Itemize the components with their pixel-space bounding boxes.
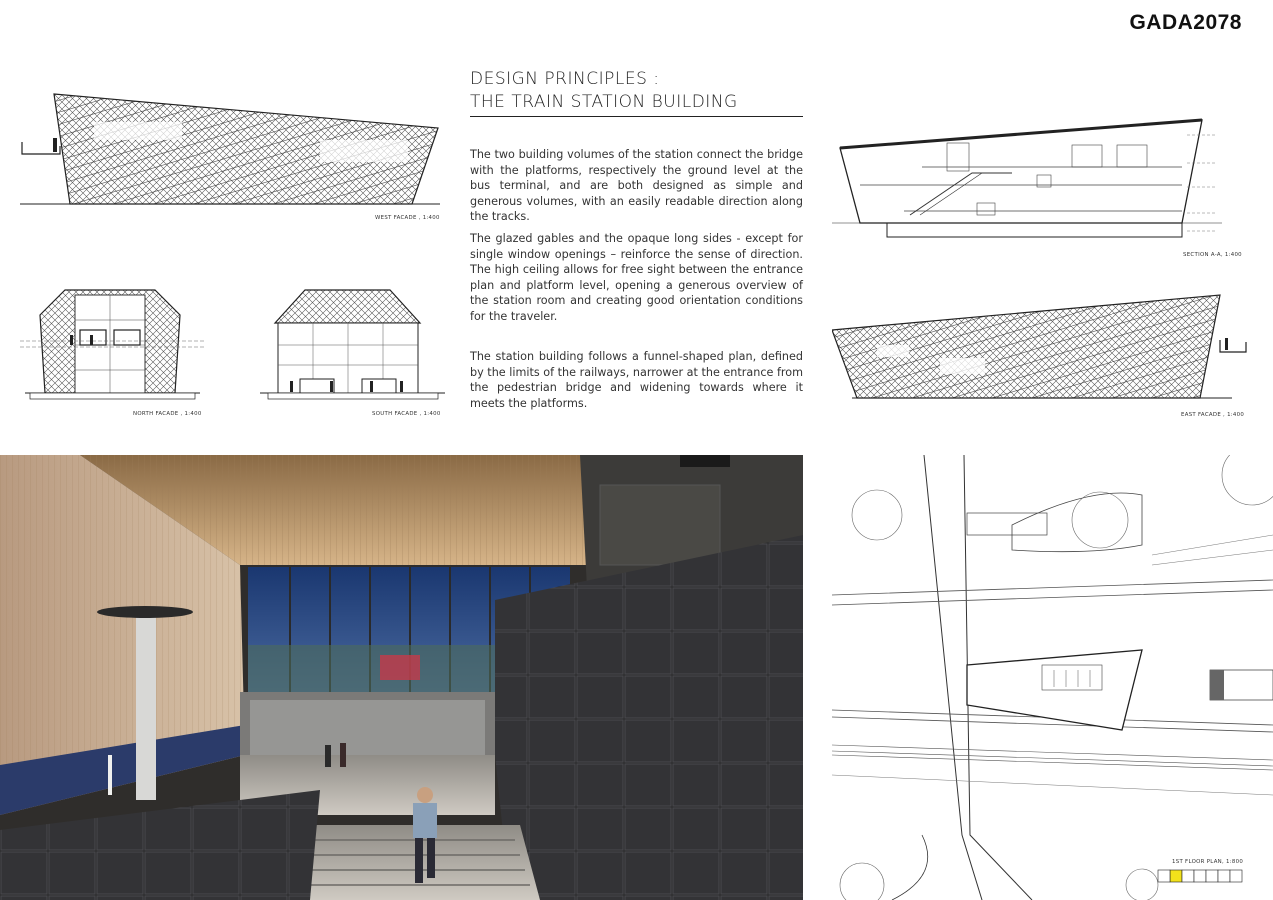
section-heading: [470, 68, 803, 117]
south-facade-caption: SOUTH FACADE , 1:400: [372, 411, 441, 417]
north-facade-caption: NORTH FACADE , 1:400: [133, 411, 202, 417]
floor-plan-caption: 1ST FLOOR PLAN, 1:800: [1172, 859, 1244, 865]
south-facade-drawing: [260, 285, 445, 403]
paragraph-3: The station building follows a funnel-shaped plan, defined by the limits of the railways, narrower at the entrance from the pedestrian bridge and widening towards where it meets the platforms.: [470, 350, 803, 410]
west-facade-drawing: [20, 88, 445, 213]
station-interior-photo: [0, 455, 803, 900]
heading-line-1: DESIGN PRINCIPLES :: [470, 69, 660, 89]
west-facade-caption: WEST FACADE , 1:400: [375, 215, 440, 221]
east-facade-drawing: [832, 290, 1252, 408]
heading-line-2: THE TRAIN STATION BUILDING: [470, 92, 738, 112]
paragraph-1: The two building volumes of the station connect the bridge with the platforms, respectively the ground level at the bus terminal, and are both designed as simple and generous volumes, with an easily readable direction along the tracks.: [470, 148, 803, 223]
paragraph-2: The glazed gables and the opaque long sides - except for single window openings – reinforce the sense of direction. The high ceiling allows for free sight between the entrance plan and platform level, opening a generous overview of the station room and creating good orientation conditions for the traveler.: [470, 232, 803, 323]
east-facade-caption: EAST FACADE , 1:400: [1181, 412, 1245, 418]
brand-title: GADA2078: [1129, 11, 1242, 34]
section-caption: SECTION A-A, 1:400: [1183, 252, 1242, 258]
north-facade-drawing: [20, 285, 205, 403]
floor-plan-drawing: [832, 455, 1273, 900]
section-drawing: [832, 115, 1222, 245]
